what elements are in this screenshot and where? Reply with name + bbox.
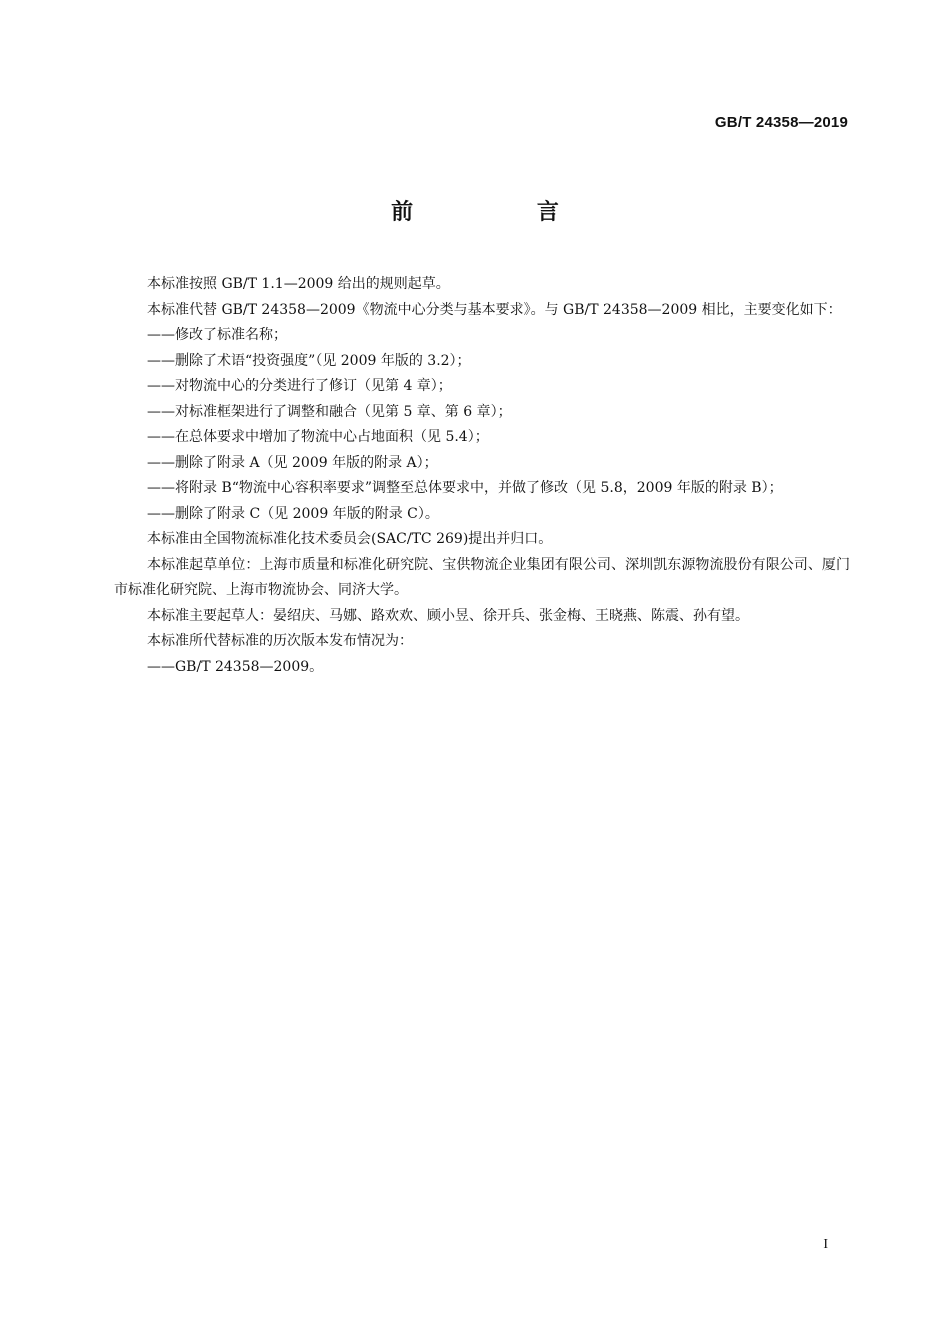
- list-item: ——在总体要求中增加了物流中心占地面积（见 5.4）；: [147, 429, 489, 445]
- paragraph-drafting-units: 本标准起草单位：上海市质量和标准化研究院、宝供物流企业集团有限公司、深圳凯东源物流股份有限公司、厦门市标准化研究院、上海市物流协会、同济大学。: [114, 556, 850, 598]
- paragraph-drafters: 本标准主要起草人：晏绍庆、马娜、路欢欢、顾小昱、徐开兵、张金梅、王晓燕、陈震、孙有望。: [147, 607, 749, 624]
- paragraph-version-history: 本标准所代替标准的历次版本发布情况为：: [147, 633, 413, 649]
- list-item: ——对物流中心的分类进行了修订（见第 4 章）；: [147, 378, 452, 394]
- list-item: ——GB/T 24358—2009。: [147, 658, 324, 675]
- list-item: ——修改了标准名称；: [147, 327, 287, 343]
- list-item: ——删除了附录 A（见 2009 年版的附录 A）；: [147, 454, 438, 471]
- standard-code: GB/T 24358—2019: [714, 114, 848, 131]
- paragraph-replacement: 本标准代替 GB/T 24358—2009《物流中心分类与基本要求》。与 GB/T 24358—2009 相比，主要变化如下：: [147, 301, 842, 318]
- paragraph-drafting-rules: 本标准按照 GB/T 1.1—2009 给出的规则起草。: [147, 276, 450, 292]
- page-number: I: [823, 1237, 828, 1252]
- list-item: ——删除了附录 C（见 2009 年版的附录 C）。: [147, 505, 439, 522]
- foreword-body: [114, 272, 850, 680]
- list-item: ——将附录 B“物流中心容积率要求”调整至总体要求中，并做了修改（见 5.8，2009 年版的附录 B）；: [147, 480, 783, 496]
- paragraph-proposer: 本标准由全国物流标准化技术委员会(SAC/TC 269)提出并归口。: [147, 531, 553, 547]
- list-item: ——删除了术语“投资强度”（见 2009 年版的 3.2）；: [147, 352, 471, 369]
- page-title: 前 言: [391, 200, 617, 225]
- list-item: ——对标准框架进行了调整和融合（见第 5 章、第 6 章）；: [147, 403, 512, 420]
